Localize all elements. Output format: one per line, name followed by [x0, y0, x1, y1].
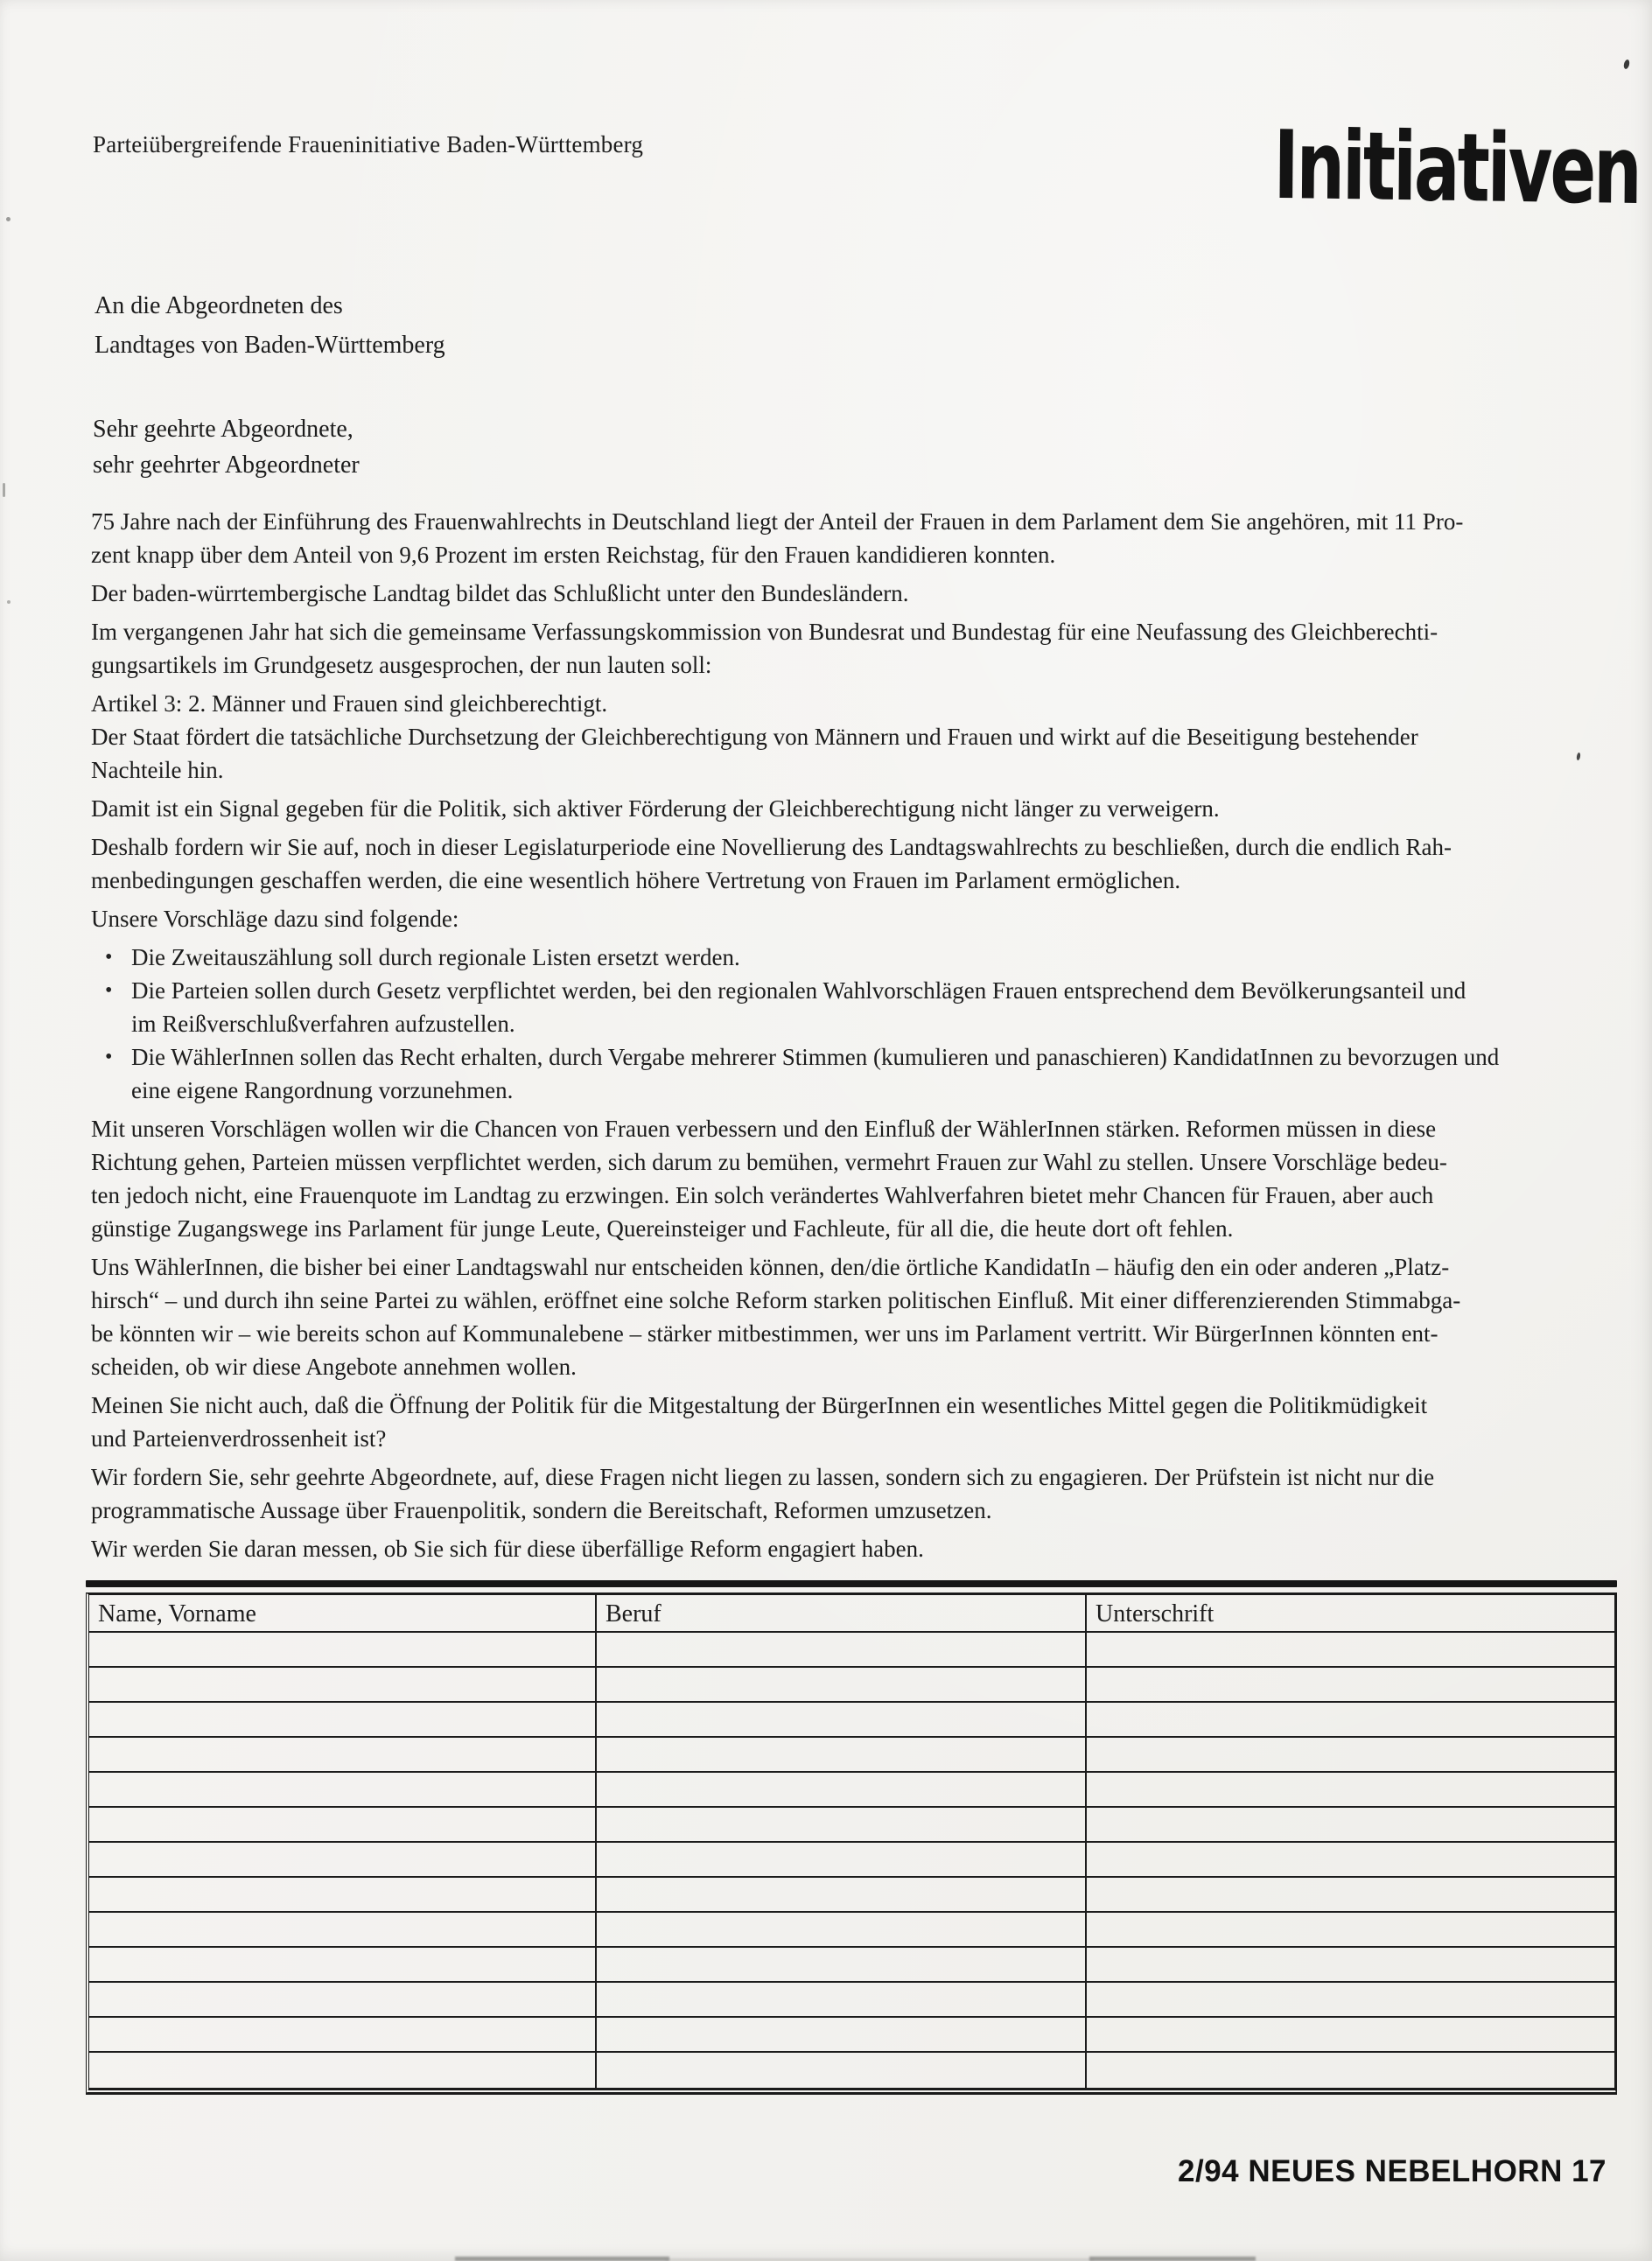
- signature-cell: [597, 1668, 1087, 1703]
- signature-cell: [597, 2018, 1087, 2053]
- body-line: Unsere Vorschläge dazu sind folgende:: [91, 906, 459, 932]
- body-line: programmatische Aussage über Frauenpolitik, sondern die Bereitschaft, Reformen umzusetzen.: [91, 1497, 992, 1523]
- signature-cell: [89, 1738, 597, 1773]
- body-line: ten jedoch nicht, eine Frauenquote im Landtag zu erzwingen. Ein solch verändertes Wahlverfahren bietet mehr Chancen für Frauen, aber auch: [91, 1182, 1434, 1208]
- signature-cell: [1087, 2053, 1614, 2088]
- signature-table: [86, 1592, 1617, 2095]
- paragraph: [91, 577, 1628, 610]
- paragraph: [91, 902, 1628, 935]
- body-line: Wir werden Sie daran messen, ob Sie sich für diese überfällige Reform engagiert haben.: [91, 1536, 924, 1562]
- bullet-list: [91, 941, 1628, 1107]
- body-line: Der baden-würrtembergische Landtag bildet das Schlußlicht unter den Bundesländern.: [91, 580, 909, 606]
- paragraph: [91, 1112, 1628, 1245]
- recipient-address: [94, 286, 445, 365]
- paragraph: [91, 830, 1628, 897]
- bullet-item: [91, 1040, 1628, 1107]
- signature-cell: [1087, 1808, 1614, 1843]
- page-footer: 2/94 NEUES NEBELHORN 17: [1178, 2154, 1606, 2188]
- letterhead-organization: Parteiübergreifende Fraueninitiative Baden-Württemberg: [93, 131, 644, 158]
- signature-cell: [597, 1773, 1087, 1808]
- body-line: Im vergangenen Jahr hat sich die gemeinsame Verfassungskommission von Bundesrat und Bundestag für eine Neufassung des Gleichberechti-: [91, 619, 1438, 645]
- signature-cell: [89, 1773, 597, 1808]
- signature-cell: [1087, 1913, 1614, 1948]
- recipient-line: An die Abgeordneten des: [94, 292, 343, 319]
- signature-cell: [597, 1983, 1087, 2018]
- masthead-title: Initiativen: [1273, 110, 1641, 226]
- scan-edge-shadow: [455, 2257, 669, 2261]
- signature-cell: [89, 1843, 597, 1878]
- signature-cell: [1087, 1843, 1614, 1878]
- body-line: hirsch“ – und durch ihn seine Partei zu wählen, eröffnet eine solche Reform starken politischen Einfluß. Mit einer differenzierenden Stimmabga-: [91, 1287, 1461, 1313]
- scan-artifact: [1623, 59, 1630, 69]
- table-header-3: Unterschrift: [1087, 1595, 1614, 1633]
- body-line: Der Staat fördert die tatsächliche Durchsetzung der Gleichberechtigung von Männern und Frauen und wirkt auf die Beseitigung bestehender: [91, 724, 1418, 750]
- body-line: Richtung gehen, Parteien müssen verpflichtet werden, sich darum zu bemühen, vermehrt Frauen zur Wahl zu stellen. Unsere Vorschläge bedeu-: [91, 1149, 1447, 1175]
- body-line: menbedingungen geschaffen werden, die eine wesentlich höhere Vertretung von Frauen im Parlament ermöglichen.: [91, 867, 1181, 893]
- body-line: Nachteile hin.: [91, 757, 224, 783]
- signature-cell: [89, 2053, 597, 2088]
- bullet-icon: •: [105, 979, 113, 1002]
- signature-cell: [597, 1808, 1087, 1843]
- paragraph: [91, 792, 1628, 825]
- signature-cell: [89, 2018, 597, 2053]
- body-line: Uns WählerInnen, die bisher bei einer Landtagswahl nur entscheiden können, den/die örtliche KandidatIn – häufig den ein oder anderen „Platz-: [91, 1254, 1450, 1280]
- signature-cell: [597, 2053, 1087, 2088]
- scan-artifact: [7, 600, 10, 604]
- bullet-lines: [131, 941, 1628, 974]
- paragraph: [91, 1250, 1628, 1383]
- scan-edge-shadow: [1089, 2257, 1256, 2261]
- table-top-rule: [86, 1580, 1617, 1587]
- signature-cell: [1087, 2018, 1614, 2053]
- signature-cell: [1087, 1668, 1614, 1703]
- signature-cell: [1087, 1773, 1614, 1808]
- table-header-2: Beruf: [597, 1595, 1087, 1633]
- bullet-icon: •: [105, 1046, 113, 1068]
- paragraph: [91, 687, 1628, 787]
- signature-cell: [1087, 1633, 1614, 1668]
- body-line: Damit ist ein Signal gegeben für die Politik, sich aktiver Förderung der Gleichberechtigung nicht länger zu verweigern.: [91, 795, 1220, 822]
- salutation-line: sehr geehrter Abgeordneter: [93, 452, 360, 479]
- body-line: zent knapp über dem Anteil von 9,6 Prozent im ersten Reichstag, für den Frauen kandidieren konnten.: [91, 542, 1056, 568]
- body-line: gungsartikels im Grundgesetz ausgesprochen, der nun lauten soll:: [91, 652, 712, 678]
- signature-cell: [1087, 1983, 1614, 2018]
- bullet-item: [91, 941, 1628, 974]
- signature-cell: [89, 1703, 597, 1738]
- recipient-line: Landtages von Baden-Württemberg: [94, 332, 445, 359]
- paragraph: [91, 615, 1628, 682]
- signature-cell: [89, 1913, 597, 1948]
- signature-cell: [89, 1983, 597, 2018]
- bullet-lines: [131, 974, 1628, 1040]
- signature-cell: [597, 1633, 1087, 1668]
- body-line: im Reißverschlußverfahren aufzustellen.: [131, 1011, 515, 1037]
- body-line: Die WählerInnen sollen das Recht erhalten, durch Vergabe mehrerer Stimmen (kumulieren und panaschieren) KandidatInnen zu bevorzugen und: [131, 1044, 1500, 1070]
- table-header-1: Name, Vorname: [89, 1595, 597, 1633]
- body-line: eine eigene Rangordnung vorzunehmen.: [131, 1077, 514, 1103]
- body-line: und Parteienverdrossenheit ist?: [91, 1425, 387, 1452]
- salutation: [93, 411, 360, 483]
- body-line: Wir fordern Sie, sehr geehrte Abgeordnete, auf, diese Fragen nicht liegen zu lassen, sondern sich zu engagieren. Der Prüfstein ist nicht nur die: [91, 1464, 1435, 1490]
- body-line: Mit unseren Vorschlägen wollen wir die Chancen von Frauen verbessern und den Einfluß der WählerInnen stärken. Reformen müssen in diese: [91, 1116, 1437, 1142]
- body-line: 75 Jahre nach der Einführung des Frauenwahlrechts in Deutschland liegt der Anteil der Frauen in dem Parlament dem Sie angehören, mit 11 Pro-: [91, 508, 1464, 535]
- signature-cell: [89, 1633, 597, 1668]
- signature-cell: [597, 1878, 1087, 1913]
- body-line: Die Zweitauszählung soll durch regionale Listen ersetzt werden.: [131, 944, 740, 970]
- scan-artifact: [3, 483, 5, 497]
- body-line: be könnten wir – wie bereits schon auf Kommunalebene – stärker mitbestimmen, wer uns im Parlament vertritt. Wir BürgerInnen könnten ent-: [91, 1320, 1438, 1347]
- body-line: günstige Zugangswege ins Parlament für junge Leute, Quereinsteiger und Fachleute, für all die, die heute dort oft fehlen.: [91, 1215, 1234, 1242]
- signature-cell: [1087, 1878, 1614, 1913]
- signature-cell: [89, 1668, 597, 1703]
- signature-cell: [597, 1843, 1087, 1878]
- bullet-icon: •: [105, 946, 113, 969]
- signature-cell: [1087, 1948, 1614, 1983]
- body-line: Artikel 3: 2. Männer und Frauen sind gleichberechtigt.: [91, 690, 608, 717]
- signature-cell: [1087, 1703, 1614, 1738]
- scan-artifact: [6, 217, 10, 221]
- body-line: scheiden, ob wir diese Angebote annehmen wollen.: [91, 1354, 577, 1380]
- signature-cell: [597, 1703, 1087, 1738]
- signature-cell: [89, 1878, 597, 1913]
- signature-cell: [89, 1808, 597, 1843]
- paragraph: [91, 505, 1628, 571]
- signature-cell: [1087, 1738, 1614, 1773]
- letter-body: [91, 505, 1628, 1571]
- body-line: Die Parteien sollen durch Gesetz verpflichtet werden, bei den regionalen Wahlvorschlägen Frauen entsprechend dem Bevölkerungsanteil und: [131, 977, 1466, 1004]
- bullet-lines: [131, 1040, 1628, 1107]
- signature-cell: [89, 1948, 597, 1983]
- body-line: Meinen Sie nicht auch, daß die Öffnung der Politik für die Mitgestaltung der BürgerInnen ein wesentliches Mittel gegen die Politikmüdigkeit: [91, 1392, 1428, 1418]
- paragraph: [91, 1532, 1628, 1565]
- signature-cell: [597, 1913, 1087, 1948]
- body-line: Deshalb fordern wir Sie auf, noch in dieser Legislaturperiode eine Novellierung des Landtagswahlrechts zu beschließen, durch die endlich Rah-: [91, 834, 1452, 860]
- signature-cell: [597, 1948, 1087, 1983]
- signature-cell: [597, 1738, 1087, 1773]
- paragraph: [91, 1389, 1628, 1455]
- salutation-line: Sehr geehrte Abgeordnete,: [93, 416, 354, 443]
- paragraph: [91, 1460, 1628, 1527]
- bullet-item: [91, 974, 1628, 1040]
